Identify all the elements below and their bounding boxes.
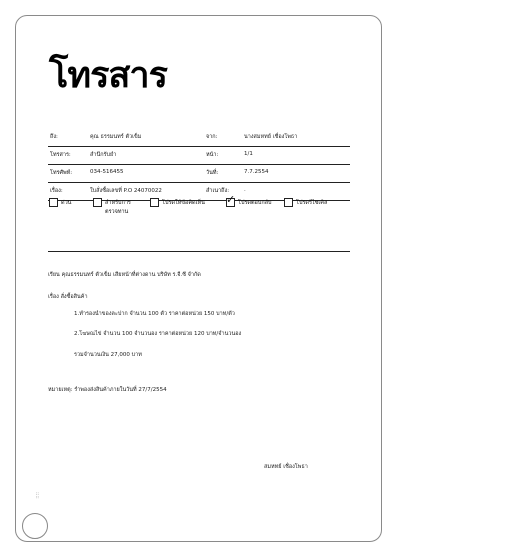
pages-value: 1/1	[244, 151, 253, 157]
phone-value: 034-516455	[90, 169, 124, 175]
from-value: นางสมหทย์ เชื่องโพธา	[244, 134, 298, 140]
date-label: วันที่:	[206, 170, 219, 176]
to-label: ถึง:	[50, 134, 58, 140]
header-row-3	[48, 164, 350, 183]
header-row-2	[48, 146, 350, 165]
checkbox-box[interactable]	[284, 198, 293, 207]
checkbox-box[interactable]	[150, 198, 159, 207]
signature: สมหทย์ เชื่องโพธา	[264, 464, 308, 470]
order-total: รวมจำนวนเงิน 27,000 บาท	[74, 352, 142, 358]
order-item-1: 1.ทำรองนำของละปาก จำนวน 100 ตัว ราคาต่อหน่วย 150 บาท/ตัว	[74, 311, 235, 317]
header-row-1	[48, 128, 350, 147]
order-item-2: 2.โฆษณไข่ จำนวน 100 จำนวนอง ราคาต่อหน่วย 120 บาท/จำนวนอง	[74, 331, 242, 337]
subject-value: ใบสั่งซื้อเลขที่ P.O 24070022	[90, 188, 162, 194]
subject-label: เรื่อง:	[50, 188, 63, 194]
checkbox-box[interactable]	[93, 198, 102, 207]
checkbox-box[interactable]	[226, 193, 236, 207]
document-title: โทรสาร	[49, 55, 167, 96]
body-subject: เรื่อง สั่งซื้อสินค้า	[48, 294, 88, 300]
body-salutation: เรียน คุณธรรมนทร์ ตัวเข็ม เสียหน้าที่ต่างดาน บริษัท ร.จี.ซี จำกัด	[48, 272, 201, 278]
fax-value: สำนึกรับยำ	[90, 152, 117, 158]
checkbox-label: โปรดให้ข้อคิดเห็น	[162, 200, 205, 206]
checkmark-icon: ✓	[226, 193, 236, 206]
checkbox-label: โปรดรีไซเคิล	[296, 200, 328, 206]
cc-value: .	[244, 187, 246, 193]
checkbox-box[interactable]	[49, 198, 58, 207]
side-marks: ::::	[34, 492, 40, 499]
pages-label: หน้า:	[206, 152, 219, 158]
checkbox-label: ด่วน	[61, 200, 72, 206]
phone-label: โทรศัพท์:	[50, 170, 73, 176]
fax-sheet	[15, 15, 382, 542]
body-note: หมายเหตุ: รำพองส่งสินค้าภายในวันที่ 27/7/2554	[48, 387, 167, 393]
checkbox-label: สำหรับการ ตรวจทาน	[105, 200, 131, 215]
divider	[48, 251, 350, 252]
date-value: 7.7.2554	[244, 169, 269, 175]
punch-hole	[22, 513, 48, 539]
cc-label: สำเนาถึง:	[206, 188, 230, 194]
from-label: จาก:	[206, 134, 218, 140]
to-value: คุณ ธรรมนทร์ ตัวเข็ม	[90, 134, 142, 140]
fax-label: โทรสาร:	[50, 152, 71, 158]
checkbox-label: โปรดตอบกลับ	[238, 200, 272, 206]
